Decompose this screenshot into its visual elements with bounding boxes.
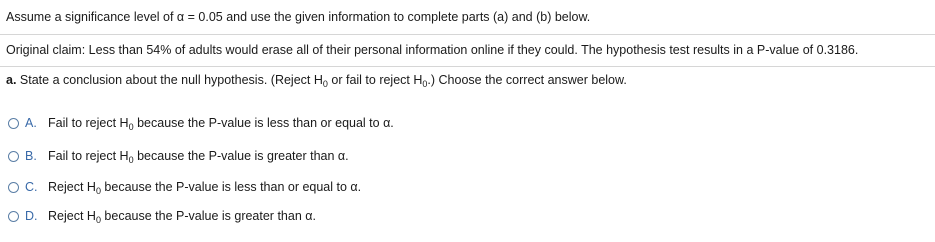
answer-option-d[interactable] bbox=[0, 209, 935, 229]
question-text-part3: .) Choose the correct answer below. bbox=[427, 73, 627, 87]
null-subscript: 0 bbox=[128, 155, 134, 165]
option-text-post: because the P-value is less than or equal to α. bbox=[100, 180, 362, 194]
answer-option-c[interactable] bbox=[0, 180, 935, 200]
intro-text: Assume a significance level of α = 0.05 and use the given information to complete parts (a) and (b) below. bbox=[6, 10, 591, 24]
option-text-pre: Fail to reject H bbox=[48, 149, 129, 163]
null-subscript: 0 bbox=[95, 186, 101, 196]
option-text bbox=[48, 209, 316, 223]
option-text-pre: Reject H bbox=[48, 180, 96, 194]
option-text bbox=[48, 180, 361, 194]
radio-button[interactable] bbox=[8, 151, 19, 162]
divider bbox=[0, 34, 935, 35]
option-letter: B. bbox=[25, 149, 37, 163]
radio-button[interactable] bbox=[8, 211, 19, 222]
option-letter: A. bbox=[25, 116, 37, 130]
option-text-pre: Reject H bbox=[48, 209, 96, 223]
answer-option-a[interactable] bbox=[0, 116, 935, 136]
option-text bbox=[48, 149, 349, 163]
question-label: a. bbox=[6, 73, 17, 87]
option-text bbox=[48, 116, 394, 130]
option-text-post: because the P-value is less than or equal to α. bbox=[133, 116, 394, 130]
radio-button[interactable] bbox=[8, 118, 19, 129]
option-letter: C. bbox=[25, 180, 38, 194]
option-letter: D. bbox=[25, 209, 38, 223]
claim-text: Original claim: Less than 54% of adults would erase all of their personal information online if they could. The hypothesis test results in a P-value of 0.3186. bbox=[6, 43, 859, 57]
null-subscript: 0 bbox=[322, 79, 328, 89]
question-text-part1: State a conclusion about the null hypothesis. (Reject H bbox=[19, 73, 323, 87]
answer-option-b[interactable] bbox=[0, 149, 935, 169]
option-text-pre: Fail to reject H bbox=[48, 116, 129, 130]
null-subscript: 0 bbox=[422, 79, 428, 89]
divider bbox=[0, 66, 935, 67]
null-subscript: 0 bbox=[128, 122, 134, 132]
question-text-part2: or fail to reject H bbox=[327, 73, 423, 87]
option-text-post: because the P-value is greater than α. bbox=[133, 149, 349, 163]
null-subscript: 0 bbox=[95, 215, 101, 225]
option-text-post: because the P-value is greater than α. bbox=[100, 209, 316, 223]
radio-button[interactable] bbox=[8, 182, 19, 193]
